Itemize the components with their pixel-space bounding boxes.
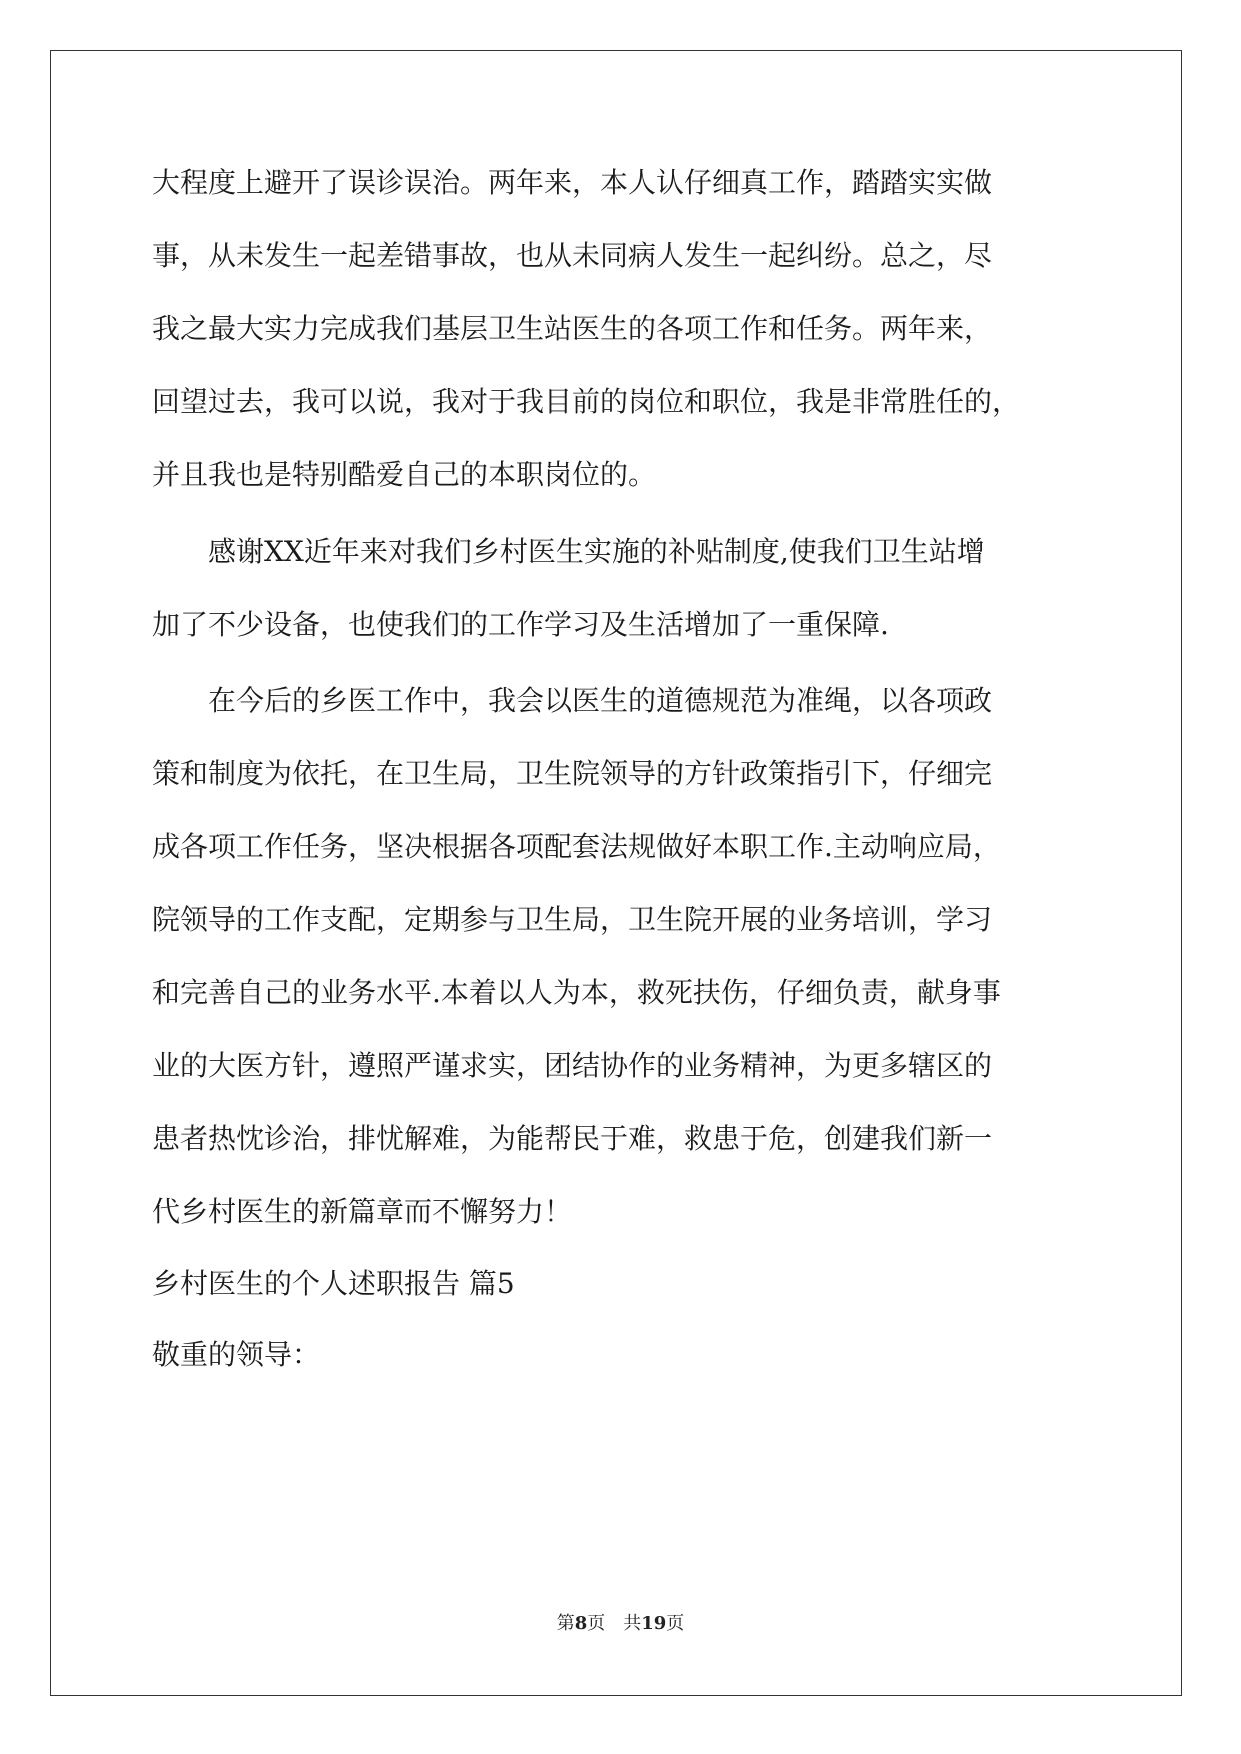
text-line: 大程度上避开了误诊误治。两年来，本人认仔细真工作，踏踏实实做 [152,166,993,199]
page-number-prefix: 第 [556,1613,575,1634]
page-number-total: 19 [641,1613,667,1634]
text-line: 并且我也是特别酷爱自己的本职岗位的。 [152,458,657,491]
paragraph-start-line: 在今后的乡医工作中，我会以医生的道德规范为准绳，以各项政 [208,684,993,717]
text-line: 成各项工作任务，坚决根据各项配套法规做好本职工作.主动响应局， [152,830,1001,863]
page-number-suffix: 页 [666,1613,685,1634]
paragraph-start-line: 感谢XX近年来对我们乡村医生实施的补贴制度,使我们卫生站增 [208,535,985,568]
salutation: 敬重的领导： [152,1338,321,1371]
text-line: 策和制度为依托，在卫生局，卫生院领导的方针政策指引下，仔细完 [152,757,993,790]
page-number-mid: 页 共 [587,1613,642,1634]
text-line: 和完善自己的业务水平.本着以人为本，救死扶伤，仔细负责，献身事 [152,976,1001,1009]
section-heading: 乡村医生的个人述职报告 篇5 [152,1267,515,1300]
page-border [50,50,1182,1696]
text-line: 业的大医方针，遵照严谨求实，团结协作的业务精神，为更多辖区的 [152,1049,993,1082]
text-line: 代乡村医生的新篇章而不懈努力！ [152,1195,573,1228]
text-line: 我之最大实力完成我们基层卫生站医生的各项工作和任务。两年来， [152,312,993,345]
page-number-current: 8 [574,1613,588,1634]
text-line: 加了不少设备，也使我们的工作学习及生活增加了一重保障. [152,608,889,641]
text-line: 事，从未发生一起差错事故，也从未同病人发生一起纠纷。总之，尽 [152,239,993,272]
text-line: 患者热忱诊治，排忧解难，为能帮民于难，救患于危，创建我们新一 [152,1122,993,1155]
page-footer [0,1612,1241,1636]
text-line: 回望过去，我可以说，我对于我目前的岗位和职位，我是非常胜任的， [152,385,1021,418]
text-line: 院领导的工作支配，定期参与卫生局，卫生院开展的业务培训，学习 [152,903,993,936]
